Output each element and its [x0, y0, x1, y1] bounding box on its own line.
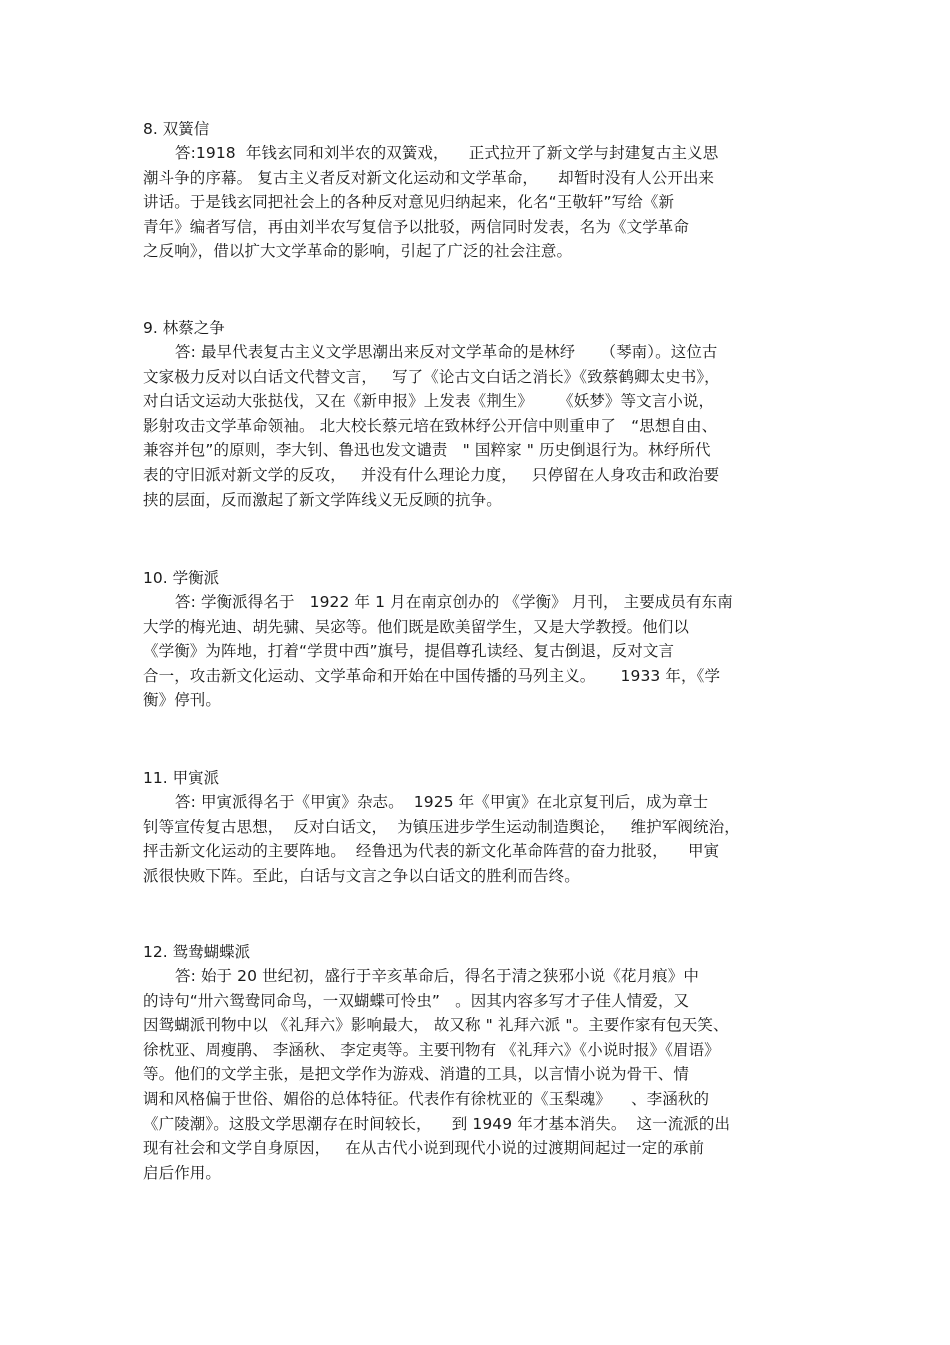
paragraph-line: 徐枕亚、周瘦鹃、 李涵秋、 李定夷等。主要刊物有 《礼拜六》《小说时报》《眉语》	[143, 1040, 720, 1059]
paragraph-line: 《学衡》为阵地，打着“学贯中西”旗号，提倡尊孔读经、复古倒退，反对文言	[143, 642, 675, 661]
paragraph-line: 启后作用。	[143, 1163, 222, 1182]
paragraph-line: 之反响》，借以扩大文学革命的影响，引起了广泛的社会注意。	[143, 242, 573, 261]
section-heading: 8. 双簧信	[143, 120, 210, 138]
paragraph-line: 合一，攻击新文化运动、文学革命和开始在中国传播的马列主义。 1933 年，《学	[143, 666, 721, 685]
paragraph-line: 答: 始于 20 世纪初，盛行于辛亥革命后，得名于清之狭邪小说《花月痕》中	[175, 967, 699, 985]
paragraph-line: 《广陵潮》。这股文学思潮存在时间较长， 到 1949 年才基本消失。 这一流派的出	[143, 1114, 731, 1133]
paragraph-line: 钊等宣传复古思想， 反对白话文， 为镇压进步学生运动制造舆论， 维护军阀统治，	[143, 817, 740, 836]
paragraph-line: 讲话。于是钱玄同把社会上的各种反对意见归纳起来，化名“王敬轩”写给《新	[143, 193, 675, 212]
section-xueheng-school	[143, 566, 808, 713]
section-lin-cai-dispute	[143, 316, 808, 512]
paragraph-line: 兼容并包”的原则，李大钊、鲁迅也发文谴责 " 国粹家 " 历史倒退行为。林纾所代	[143, 441, 711, 460]
paragraph-line: 调和风格偏于世俗、媚俗的总体特征。代表作有徐枕亚的《玉梨魂》 、李涵秋的	[143, 1089, 710, 1108]
paragraph-line: 衡》停刊。	[143, 691, 222, 710]
paragraph-line: 对白话文运动大张挞伐，又在《新申报》上发表《荆生》 《妖梦》等文言小说，	[143, 392, 715, 411]
paragraph-line: 现有社会和文学自身原因， 在从古代小说到现代小说的过渡期间起过一定的承前	[143, 1139, 705, 1158]
paragraph-line: 答: 学衡派得名于 1922 年 1 月在南京创办的 《学衡》 月刊， 主要成员有东南	[175, 593, 733, 611]
paragraph-line: 答:1918 年钱玄同和刘半农的双簧戏， 正式拉开了新文学与封建复古主义思	[175, 144, 719, 162]
paragraph-line: 青年》编者写信，再由刘半农写复信予以批驳，两信同时发表，名为《文学革命	[143, 217, 690, 236]
paragraph-line: 答: 最早代表复古主义文学思潮出来反对文学革命的是林纾 （琴南）。这位古	[175, 343, 718, 361]
paragraph-line: 潮斗争的序幕。 复古主义者反对新文化运动和文学革命， 却暂时没有人公开出来	[143, 168, 715, 187]
paragraph-line: 表的守旧派对新文学的反攻， 并没有什么理论力度， 只停留在人身攻击和政治要	[143, 465, 720, 484]
section-shuanghuang-letters	[143, 117, 808, 264]
section-heading: 10. 学衡派	[143, 569, 220, 587]
paragraph-line: 等。他们的文学主张，是把文学作为游戏、消遣的工具，以言情小说为骨干、情	[143, 1065, 690, 1084]
paragraph-line: 大学的梅光迪、胡先骕、吴宓等。他们既是欧美留学生，又是大学教授。他们以	[143, 617, 690, 636]
paragraph-line: 文家极力反对以白话文代替文言， 写了《论古文白话之消长》《致蔡鹤卿太史书》，	[143, 367, 720, 386]
section-jiayin-school	[143, 766, 808, 888]
section-heading: 12. 鸳鸯蝴蝶派	[143, 943, 251, 961]
section-mandarin-duck-butterfly-school	[143, 940, 808, 1185]
paragraph-line: 的诗句“卅六鸳鸯同命鸟，一双蝴蝶可怜虫” 。因其内容多写才子佳人情爱，又	[143, 991, 690, 1010]
paragraph-line: 影射攻击文学革命领袖。 北大校长蔡元培在致林纾公开信中则重申了 “思想自由、	[143, 416, 718, 435]
paragraph-line: 挟的层面，反而激起了新文学阵线义无反顾的抗争。	[143, 490, 502, 509]
paragraph-line: 抨击新文化运动的主要阵地。 经鲁迅为代表的新文化革命阵营的奋力批驳， 甲寅	[143, 842, 720, 861]
section-heading: 9. 林蔡之争	[143, 319, 225, 337]
paragraph-line: 答: 甲寅派得名于《甲寅》杂志。 1925 年《甲寅》在北京复刊后，成为章士	[175, 793, 709, 811]
paragraph-line: 因鸳蝴派刊物中以 《礼拜六》影响最大， 故又称 " 礼拜六派 "。主要作家有包天笑、	[143, 1016, 729, 1035]
paragraph-line: 派很快败下阵。至此，白话与文言之争以白话文的胜利而告终。	[143, 866, 580, 885]
section-heading: 11. 甲寅派	[143, 769, 220, 787]
